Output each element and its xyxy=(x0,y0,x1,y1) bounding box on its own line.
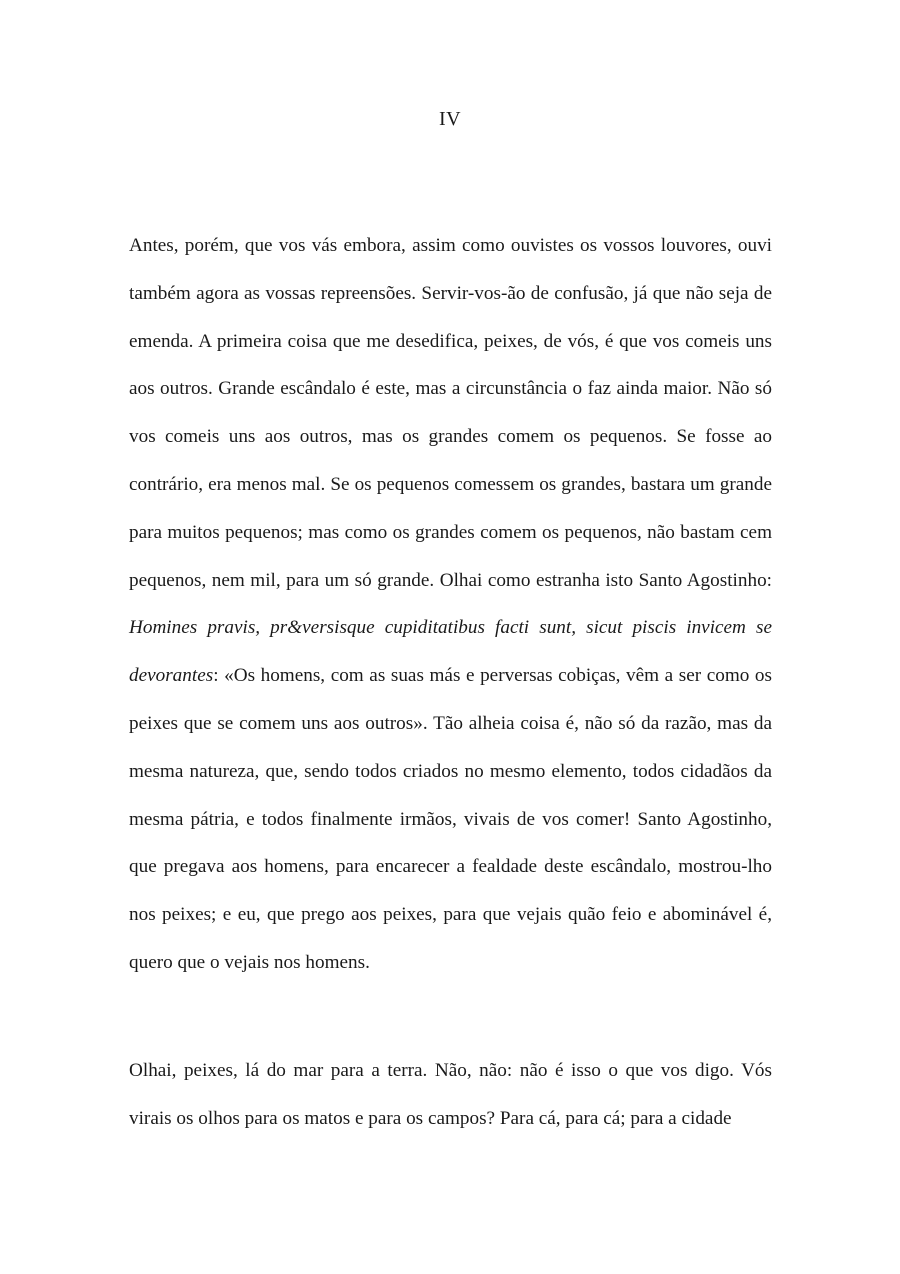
paragraph xyxy=(129,222,772,987)
paragraph-text: : «Os homens, com as suas más e perversas cobiças, vêm a ser como os peixes que se comem uns aos outros». Tão alheia coisa é, não só da razão, mas da mesma natureza, que, sendo todos criados no mesmo elemento, todos cidadãos da mesma pátria, e todos finalmente irmãos, vivais de vos comer! Santo Agostinho, que pregava aos homens, para encarecer a fealdade deste escândalo, mostrou-lho nos peixes; e eu, que prego aos peixes, para que vejais quão feio e abominável é, quero que o vejais nos homens. xyxy=(129,665,772,973)
paragraph: Olhai, peixes, lá do mar para a terra. Não, não: não é isso o que vos digo. Vós virais os olhos para os matos e para os campos? Para cá, para cá; para a cidade xyxy=(129,1060,772,1129)
paragraph-text: Antes, porém, que vos vás embora, assim como ouvistes os vossos louvores, ouvi também agora as vossas repreensões. Servir-vos-ão de confusão, já que não seja de emenda. A primeira coisa que me desedifica, peixes, de vós, é que vos comeis uns aos outros. Grande escândalo é este, mas a circunstância o faz ainda maior. Não só vos comeis uns aos outros, mas os grandes comem os pequenos. Se fosse ao contrário, era menos mal. Se os pequenos comessem os grandes, bastara um grande para muitos pequenos; mas como os grandes comem os pequenos, não bastam cem pequenos, nem mil, para um só grande. Olhai como estranha isto Santo Agostinho: xyxy=(129,235,772,591)
chapter-heading: IV xyxy=(438,108,462,130)
latin-quote: Homines pravis, pr&versisque cupiditatibus facti sunt, sicut piscis invicem se devorantes xyxy=(129,617,772,687)
